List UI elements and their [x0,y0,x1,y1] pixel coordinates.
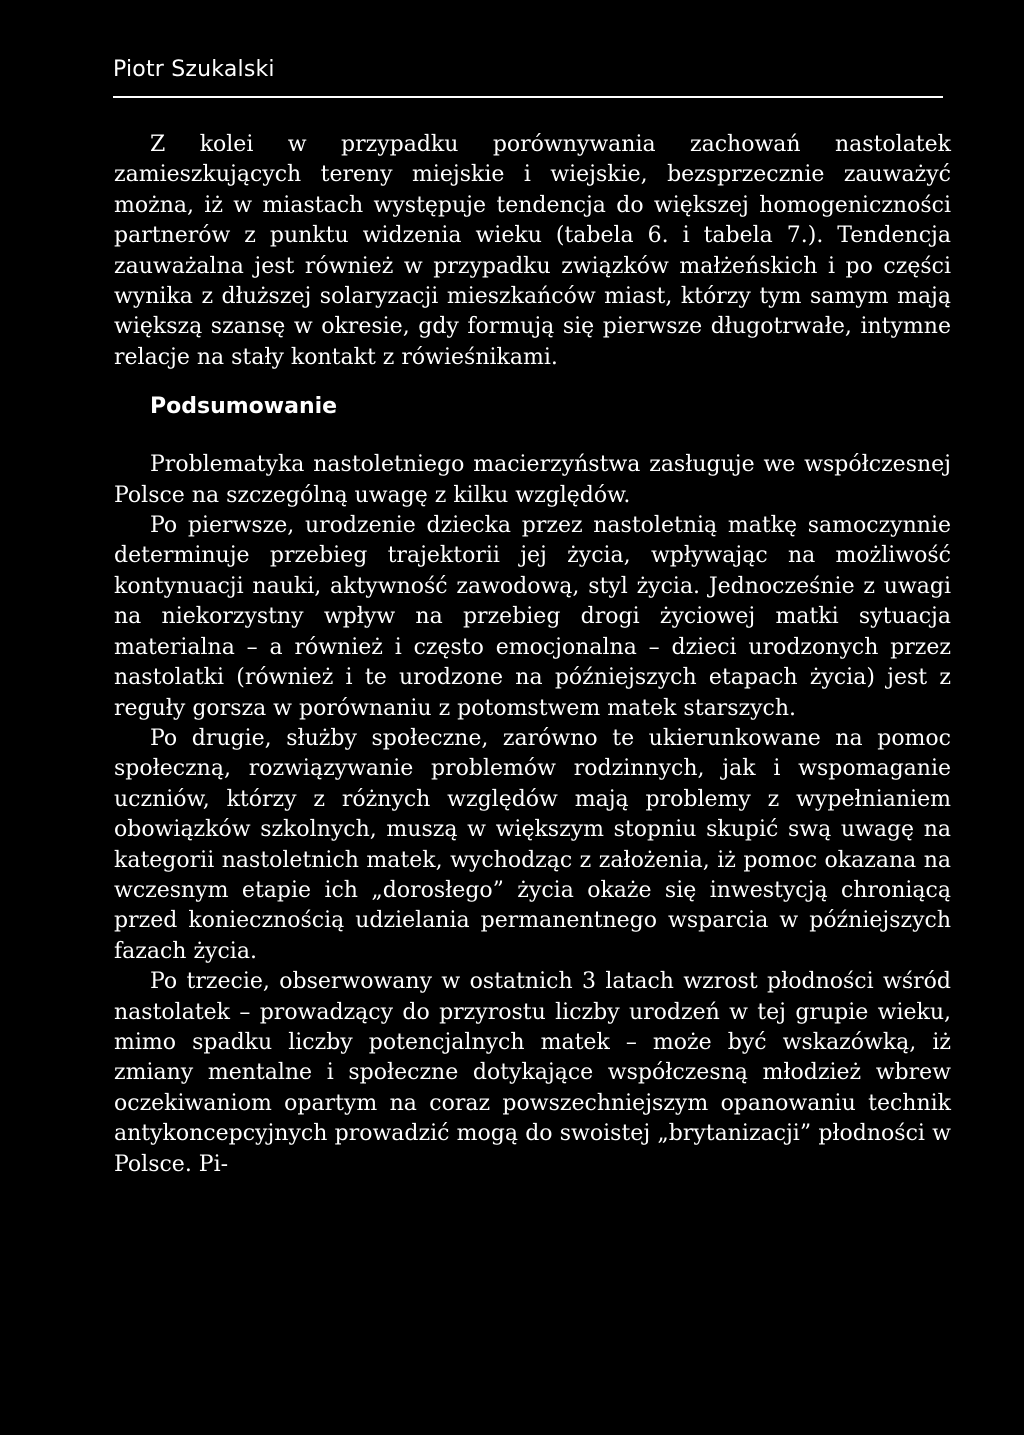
body-paragraph: Po trzecie, obserwowany w ostatnich 3 latach wzrost płodności wśród nastolatek – prowadzący do przyrostu liczby urodzeń w tej grupie wieku, mimo spadku liczby potencjalnych matek – może być wskazówką, iż zmiany mentalne i społeczne dotykające współczesną młodzież wbrew oczekiwaniom opartym na coraz powszechniejszym opanowaniu technik antykoncepcyjnych prowadzić mogą do swoistej „brytanizacji” płodności w Polsce. Pi- [114,969,951,1177]
page-body [114,130,951,1180]
body-paragraph: Po pierwsze, urodzenie dziecka przez nastoletnią matkę samoczynnie determinuje przebieg trajektorii jej życia, wpływając na możliwość kontynuacji nauki, aktywność zawodową, styl życia. Jednocześnie z uwagi na niekorzystny wpływ na przebieg drogi życiowej matki sytuacja materialna – a również i często emocjonalna – dzieci urodzonych przez nastolatki (również i te urodzone na późniejszych etapach życia) jest z reguły gorsza w porównaniu z potomstwem matek starszych. [114,513,951,721]
body-paragraph: Problematyka nastoletniego macierzyństwa zasługuje we współczesnej Polsce na szczególną uwagę z kilku względów. [114,452,951,508]
body-paragraph: Z kolei w przypadku porównywania zachowań nastolatek zamieszkujących tereny miejskie i wiejskie, bezsprzecznie zauważyć można, iż w miastach występuje tendencja do większej homogeniczności partnerów z punktu widzenia wieku (tabela 6. i tabela 7.). Tendencja zauważalna jest również w przypadku związków małżeńskich i po części wynika z dłuższej solaryzacji mieszkańców miast, którzy tym samym mają większą szansę w okresie, gdy formują się pierwsze długotrwałe, intymne relacje na stały kontakt z rówieśnikami. [114,132,951,370]
running-head-author: Piotr Szukalski [113,57,275,82]
body-paragraph: Po drugie, służby społeczne, zarówno te ukierunkowane na pomoc społeczną, rozwiązywanie problemów rodzinnych, jak i wspomaganie uczniów, którzy z różnych względów mają problemy z wypełnianiem obowiązków szkolnych, muszą w większym stopniu skupić swą uwagę na kategorii nastoletnich matek, wychodząc z założenia, iż pomoc okazana na wczesnym etapie ich „dorosłego” życia okaże się inwestycją chroniącą przed koniecznością udzielania permanentnego wsparcia w późniejszych fazach życia. [114,725,951,964]
section-heading: Podsumowanie [150,394,338,420]
header-rule [113,96,943,98]
